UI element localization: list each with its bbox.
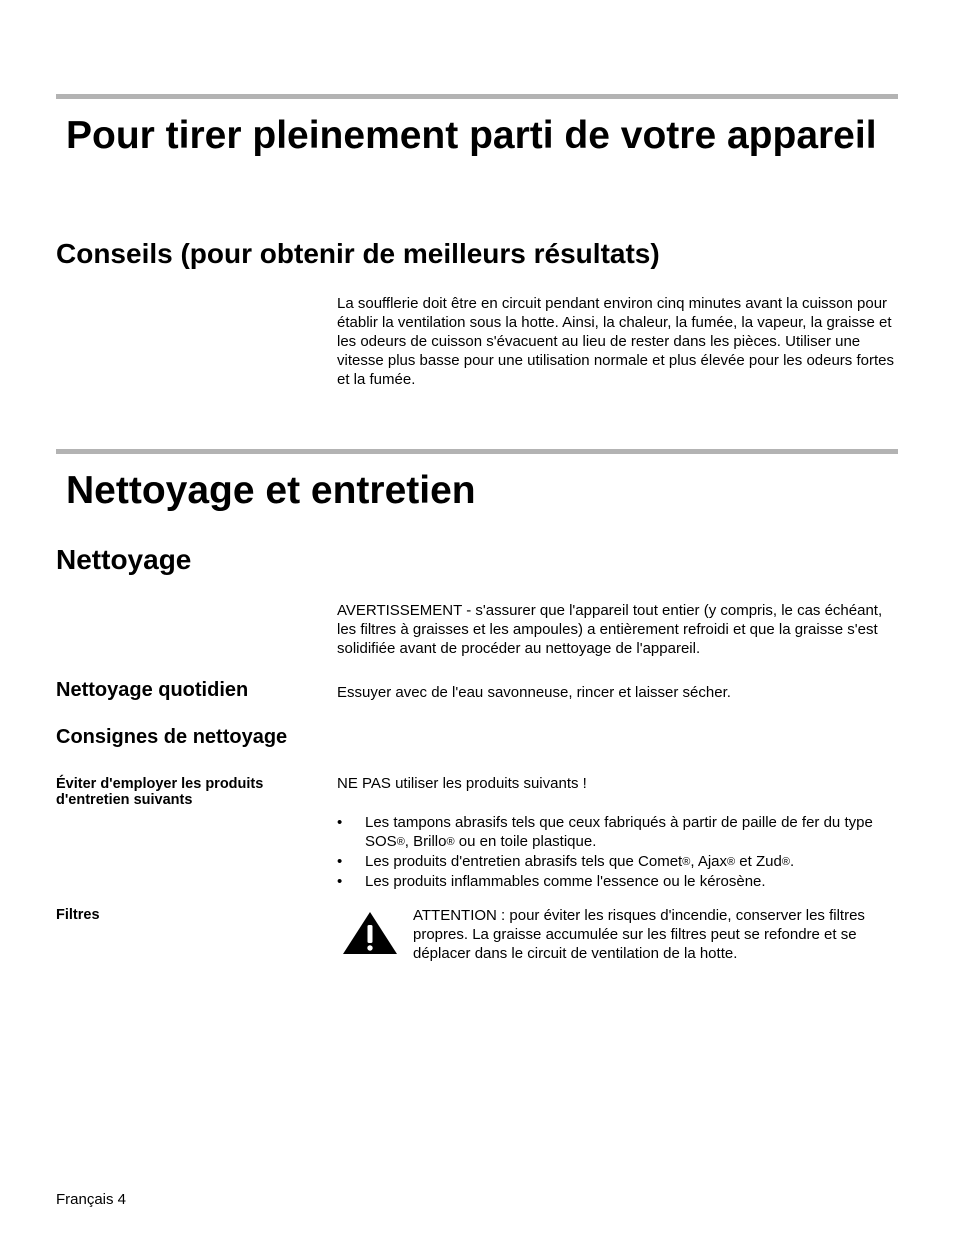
page-title: Pour tirer pleinement parti de votre appareil xyxy=(66,114,877,157)
list-item: • Les produits inflammables comme l'essence ou le kérosène. xyxy=(337,873,766,890)
bullet-icon: • xyxy=(337,873,343,890)
avoid-products-intro: NE PAS utiliser les produits suivants ! xyxy=(337,775,587,792)
daily-cleaning-text: Essuyer avec de l'eau savonneuse, rincer et laisser sécher. xyxy=(337,684,731,701)
cleaning-heading: Nettoyage xyxy=(56,544,192,575)
avoid-products-list xyxy=(337,813,899,891)
filters-heading: Filtres xyxy=(56,907,100,923)
cleaning-instructions-heading: Consignes de nettoyage xyxy=(56,726,288,748)
registered-mark: ® xyxy=(781,856,790,868)
filters-caution-text: ATTENTION : pour éviter les risques d'incendie, conserver les filtres propres. La graisse accumulée sur les filtres peut se refondre et se déplacer dans le circuit de ventilation de la hotte. xyxy=(413,907,865,962)
tips-heading: Conseils (pour obtenir de meilleurs résultats) xyxy=(56,238,660,269)
registered-mark: ® xyxy=(396,836,405,848)
page-footer: Français 4 xyxy=(56,1191,127,1208)
registered-mark: ® xyxy=(727,856,736,868)
list-item: • Les produits d'entretien abrasifs tels que Comet®, Ajax® et Zud®. xyxy=(337,853,795,870)
tips-paragraph: La soufflerie doit être en circuit pendant environ cinq minutes avant la cuisson pour établir la ventilation sous la hotte. Ainsi, la chaleur, la fumée, la vapeur, la graisse et les odeurs de cuisson s'évacuent au lieu de rester dans les pièces. Utiliser une vitesse plus basse pour une utilisation normale et plus élevée pour les odeurs fortes et la fumée. xyxy=(337,295,894,388)
registered-mark: ® xyxy=(682,856,691,868)
cleaning-warning-paragraph: AVERTISSEMENT - s'assurer que l'appareil tout entier (y compris, le cas échéant, les filtres à graisses et les ampoules) a entièrement refroidi et que la graisse s'est solidifiée avant de procéder au nettoyage de l'appareil. xyxy=(337,602,883,657)
bullet-icon: • xyxy=(337,814,343,831)
registered-mark: ® xyxy=(446,836,455,848)
bullet-icon: • xyxy=(337,853,343,870)
cleaning-maintenance-title: Nettoyage et entretien xyxy=(66,469,476,512)
section-divider-top xyxy=(56,94,898,99)
section-divider-cleaning xyxy=(56,449,898,454)
avoid-products-heading: Éviter d'employer les produits d'entretien suivants xyxy=(56,776,264,808)
list-item: • Les tampons abrasifs tels que ceux fabriqués à partir de paille de fer du type SOS®, Brillo® ou en toile plastique. xyxy=(337,814,873,850)
warning-triangle-icon xyxy=(341,910,399,956)
daily-cleaning-heading: Nettoyage quotidien xyxy=(56,679,249,701)
